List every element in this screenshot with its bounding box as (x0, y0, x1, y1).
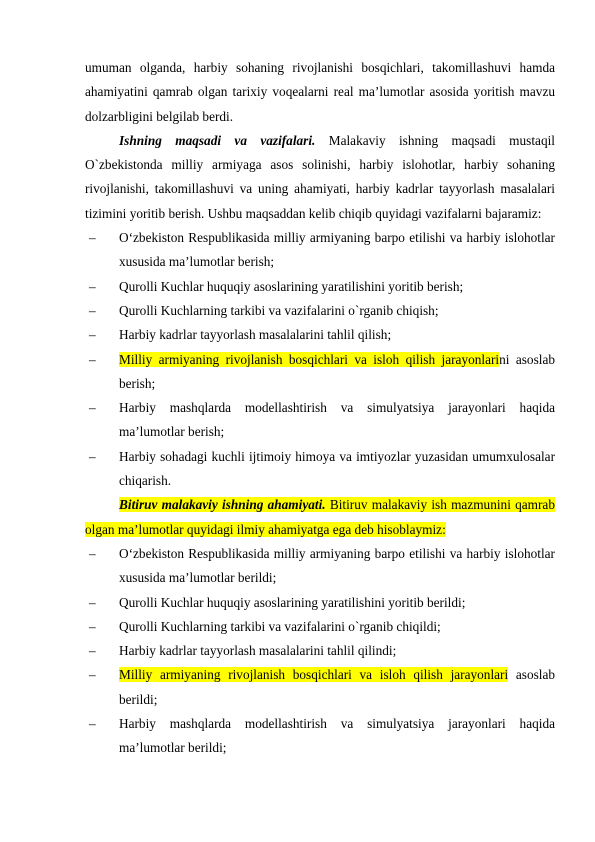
significance-paragraph (85, 493, 555, 542)
significance-heading: Bitiruv malakaviy ishning ahamiyati. (119, 497, 326, 513)
dash-bullet: – (89, 594, 96, 610)
dash-bullet: – (89, 667, 96, 683)
list-item: – Milliy armiyaning rivojlanish bosqichlari va isloh qilish jarayonlari asoslab berildi; (85, 663, 555, 712)
intro-paragraph: umuman olganda, harbiy sohaning rivojlanishi bosqichlari, takomillashuvi hamda ahamiyatini qamrab olgan tarixiy voqealarni real ma’lumotlar asosida yoritish mavzu dolzarbligini belgilab berdi. (85, 60, 555, 124)
list-item: – O‘zbekiston Respublikasida milliy armiyaning barpo etilishi va harbiy islohotlar xususida ma’lumotlar berildi; (85, 542, 555, 591)
list-item: – Qurolli Kuchlar huquqiy asoslarining yaratilishini yoritib berish; (85, 275, 555, 299)
list-item: – Harbiy kadrlar tayyorlash masalalarini tahlil qilindi; (85, 639, 555, 663)
highlighted-text: Milliy armiyaning rivojlanish bosqichlari va isloh qilish jarayonlari (119, 667, 509, 683)
dash-bullet: – (89, 302, 96, 318)
dash-bullet: – (89, 643, 96, 659)
dash-bullet: – (89, 400, 96, 416)
list-item: – Harbiy mashqlarda modellashtirish va simulyatsiya jarayonlari haqida ma’lumotlar berish; (85, 396, 555, 445)
significance-text: Bitiruv malakaviy ish mazmunini qamrab olgan ma’lumotlar quyidagi ilmiy ahamiyatga ega deb hisoblaymiz: (85, 497, 555, 537)
dash-bullet: – (89, 448, 96, 464)
dash-bullet: – (89, 716, 96, 732)
goals-text: Malakaviy ishning maqsadi mustaqil O`zbekistonda milliy armiyaga asos solinishi, harbiy islohotlar, harbiy sohaning rivojlanishi, takomillashuvi va uning ahamiyati, harbiy kadrlar tayyorlash masalalari tizimini yoritib berish. Ushbu maqsaddan kelib chiqib quyidagi vazifalarni bajaramiz: (85, 132, 555, 221)
dash-bullet: – (89, 278, 96, 294)
document-page (85, 56, 555, 761)
goals-paragraph (85, 129, 555, 226)
dash-bullet: – (89, 545, 96, 561)
list-item: – Qurolli Kuchlarning tarkibi va vazifalarini o`rganib chiqish; (85, 299, 555, 323)
significance-list (85, 542, 555, 761)
list-item: – Harbiy kadrlar tayyorlash masalalarini tahlil qilish; (85, 323, 555, 347)
dash-bullet: – (89, 230, 96, 246)
list-item: – Harbiy sohadagi kuchli ijtimoiy himoya va imtiyozlar yuzasidan umumxulosalar chiqarish. (85, 445, 555, 494)
list-item: – Harbiy mashqlarda modellashtirish va simulyatsiya jarayonlari haqida ma’lumotlar berildi; (85, 712, 555, 761)
dash-bullet: – (89, 618, 96, 634)
goals-heading: Ishning maqsadi va vazifalari. (119, 132, 316, 148)
list-item: – O‘zbekiston Respublikasida milliy armiyaning barpo etilishi va harbiy islohotlar xususida ma’lumotlar berish; (85, 226, 555, 275)
dash-bullet: – (89, 351, 96, 367)
list-item: – Milliy armiyaning rivojlanish bosqichlari va isloh qilish jarayonlarini asoslab berish; (85, 348, 555, 397)
dash-bullet: – (89, 327, 96, 343)
list-item: – Qurolli Kuchlarning tarkibi va vazifalarini o`rganib chiqildi; (85, 615, 555, 639)
goals-list (85, 226, 555, 493)
significance-highlight (85, 497, 555, 536)
highlighted-text: Milliy armiyaning rivojlanish bosqichlari va isloh qilish jarayonlari (119, 351, 500, 367)
list-item: – Qurolli Kuchlar huquqiy asoslarining yaratilishini yoritib berildi; (85, 591, 555, 615)
